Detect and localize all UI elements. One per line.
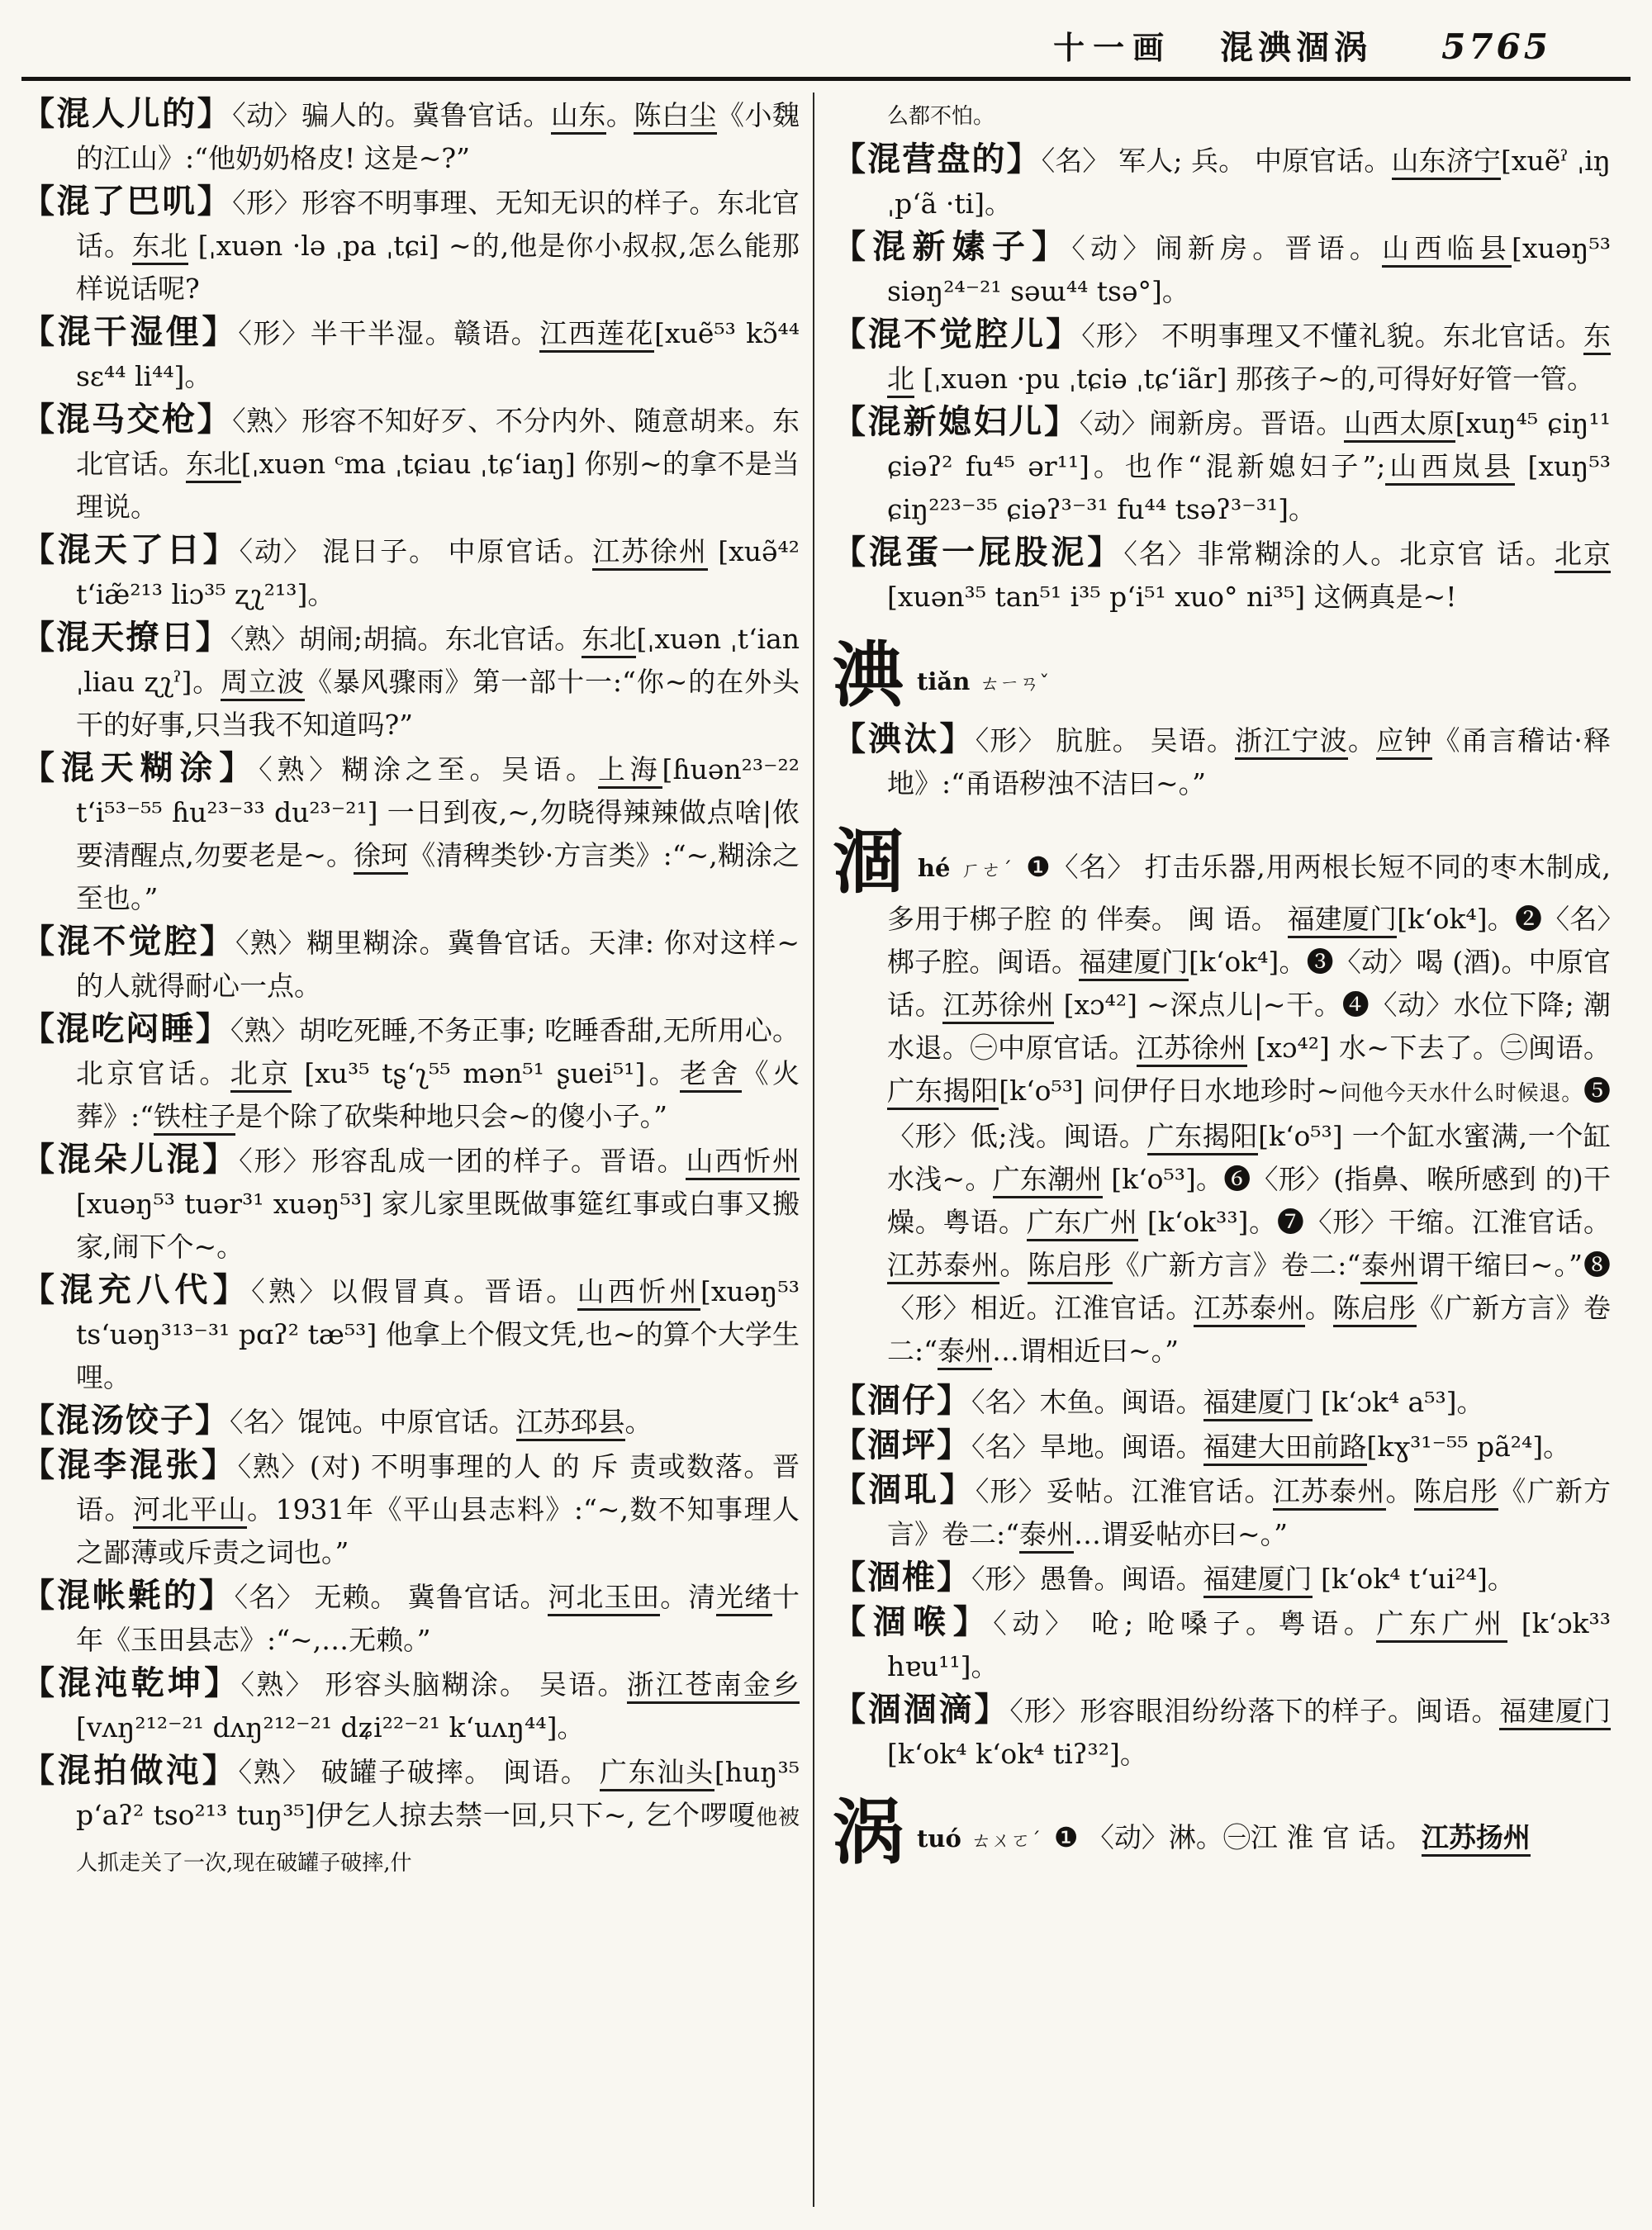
small-gloss: 问他今天水什么时候退。 — [1339, 1081, 1584, 1106]
underlined-name: 泰州 — [1360, 1249, 1417, 1284]
entry-headword: 【混天糊涂】 — [21, 748, 259, 787]
definition-text: 〈名〉旱地。闽语。 — [971, 1431, 1203, 1463]
underlined-name: 上海 — [598, 753, 662, 789]
dictionary-entry — [833, 401, 1611, 531]
entry-headword: 【混了巴叽】 — [21, 182, 233, 221]
dictionary-entry — [21, 1444, 800, 1574]
dictionary-entry — [833, 1601, 1611, 1688]
head-character: 涸 — [833, 820, 904, 904]
entry-headword: 【混新媳妇儿】 — [833, 402, 1080, 441]
definition-text: 〈动〉 呛; 呛嗓子。粤语。 — [993, 1607, 1377, 1639]
page-header — [21, 15, 1631, 77]
underlined-name: 福建厦门 — [1499, 1695, 1611, 1730]
underlined-name: 广东汕头 — [600, 1756, 714, 1791]
definition-text: 〈形〉愚鲁。闽语。 — [971, 1563, 1203, 1595]
underlined-name: 山西忻州 — [686, 1145, 800, 1180]
definition-text: [xɔ⁴²] 水~下去了。㊁闽语。 — [1246, 1032, 1612, 1064]
dictionary-entry — [21, 529, 800, 616]
dictionary-entry — [21, 398, 800, 529]
dictionary-entry — [21, 93, 800, 180]
definition-text: 〈熟〉 破罐子破摔。 闽语。 — [238, 1756, 600, 1788]
underlined-name: 福建厦门 — [1288, 903, 1398, 938]
underlined-name: 东北 — [186, 448, 241, 483]
underlined-name: 陈启彤 — [1414, 1475, 1499, 1511]
underlined-name: 江苏邳县 — [516, 1406, 625, 1441]
definition-text: 十年《玉田县志》:“~,…无赖。” — [76, 1581, 800, 1656]
dictionary-entry — [21, 180, 800, 311]
entry-headword: 【涸坪】 — [833, 1426, 971, 1464]
definition-text: [kʻok⁴ kʻok⁴ tiʔ³²]。 — [887, 1738, 1147, 1770]
underlined-name: 浙江宁波 — [1235, 724, 1348, 760]
definition-text: [xuən³⁵ tan⁵¹ i³⁵ pʻi⁵¹ xuo° ni³⁵] 这俩真是~! — [887, 581, 1457, 613]
definition-text: [ˌxuən ·lə ˌpa ˌtɕi] ~的,他是你小叔叔,怎么能那样说话呢? — [76, 230, 800, 305]
entry-headword: 【混天撩日】 — [21, 618, 230, 657]
definition-text: 〈动〉骗人的。冀鲁官话。 — [232, 99, 551, 131]
dictionary-entry — [833, 1688, 1611, 1776]
underlined-name: 陈白尘 — [634, 99, 717, 135]
underlined-name: 江苏徐州 — [942, 989, 1054, 1024]
definition-text: 〈名〉 军人; 兵。 中原官话。 — [1041, 145, 1392, 177]
definition-text: 。 — [1304, 1292, 1333, 1324]
definition-text: [huŋ³⁵ pʻaʔ² tso²¹³ tuŋ³⁵]伊乞人掠去禁一回,只下~, 乞个啰嗄 — [76, 1756, 800, 1831]
zhuyin-reading: ㄊㄨㄛˊ — [971, 1829, 1041, 1852]
pinyin-reading: tuó — [917, 1824, 961, 1853]
underlined-name: 应钟 — [1376, 724, 1432, 760]
entry-headword: 【涸喉】 — [833, 1602, 994, 1641]
dictionary-entry — [21, 1269, 800, 1399]
underlined-name: 山东 — [551, 99, 606, 135]
dictionary-entry — [21, 747, 800, 920]
underlined-name: 陈启彤 — [1028, 1249, 1112, 1284]
definition-text: 《暴风骤雨》第一部十一:“你~的在外头干的好事,只当我不知道吗?” — [76, 666, 800, 741]
entry-headword: 【混营盘的】 — [833, 140, 1042, 178]
definition-text: 。 — [605, 99, 634, 131]
definition-text: [xuəŋ⁵³ tsʻuəŋ³¹³⁻³¹ pɑʔ² tæ⁵³] 他拿上个假文凭,也~的算个大学生哩。 — [76, 1275, 800, 1393]
underlined-name: 北京 — [1555, 538, 1611, 573]
definition-text: [ˌxuən ˌtʻian ˌliau ʐʅˀ]。 — [76, 623, 800, 698]
entry-headword: 【混人儿的】 — [21, 94, 233, 133]
dictionary-entry — [21, 1749, 800, 1885]
dictionary-entry — [833, 225, 1611, 313]
definition-text: [kɣ³¹⁻⁵⁵ pã²⁴]。 — [1366, 1431, 1571, 1463]
definition-text: 〈名〉 无赖。 冀鲁官话。 — [234, 1581, 548, 1613]
definition-text: [kʻɔk³³ hɐu¹¹]。 — [887, 1607, 1612, 1682]
entry-headword: 【混充八代】 — [21, 1270, 252, 1309]
dictionary-entry — [833, 531, 1611, 619]
definition-text: ❺〈形〉低;浅。闽语。 — [887, 1075, 1612, 1152]
definition-text: 〈形〉形容眼泪纷纷落下的样子。闽语。 — [1009, 1695, 1500, 1727]
underlined-name: 江苏扬州 — [1422, 1821, 1531, 1857]
dictionary-entry — [21, 1138, 800, 1269]
header-characters: 混淟涸涡 — [1220, 28, 1373, 67]
dictionary-entry — [21, 1399, 800, 1444]
definition-text: 。清 — [660, 1581, 717, 1613]
definition-text: [ˌxuən ᶜma ˌtɕiau ˌtɕʻiaŋ] 你别~的拿不是当理说。 — [76, 448, 800, 523]
entry-headword: 【涸仔】 — [833, 1381, 971, 1420]
underlined-name: 山西忻州 — [577, 1275, 700, 1311]
definition-text: 〈动〉闹新房。晋语。 — [1071, 232, 1383, 264]
definition-text: [xuẽˀ ˌiŋ ˌpʻã ·ti]。 — [887, 145, 1612, 220]
underlined-name: 广东揭阳 — [1147, 1120, 1259, 1155]
underlined-name: 徐珂 — [354, 839, 408, 875]
definition-text: 〈熟〉胡闹;胡搞。东北官话。 — [230, 623, 582, 655]
definition-text: [kʻok⁴ tʻui²⁴]。 — [1312, 1563, 1515, 1595]
entry-headword: 【混李混张】 — [21, 1445, 238, 1484]
underlined-name: 江苏徐州 — [1137, 1032, 1247, 1067]
entry-headword: 【涸涸滴】 — [833, 1690, 1010, 1729]
dictionary-entry — [833, 1556, 1611, 1601]
definition-text: 〈熟〉糊里糊涂。冀鲁官话。天津: 你对这样~的人就得耐心一点。 — [76, 927, 800, 1002]
entry-headword: 【涸椎】 — [833, 1558, 971, 1597]
underlined-name: 福建厦门 — [1203, 1386, 1313, 1421]
entry-headword: 【混不觉腔儿】 — [833, 315, 1082, 353]
definition-text: [ɦuən²³⁻²² tʻi⁵³⁻⁵⁵ ɦu²³⁻³³ du²³⁻²¹] 一日到夜,~,勿晓得辣辣做点啥|侬要清醒点,勿要老是~。 — [76, 753, 800, 871]
underlined-name: 广东广州 — [1027, 1206, 1138, 1241]
continuation-text — [833, 93, 1611, 138]
dictionary-entry — [833, 138, 1611, 225]
definition-text: [xuẽ⁵³ kɔ̃⁴⁴ sɛ⁴⁴ li⁴⁴]。 — [76, 317, 800, 392]
underlined-name: 东北 — [887, 320, 1611, 398]
definition-text: [kʻo⁵³]。❻〈形〉(指鼻、喉所感到 的)干燥。粤语。 — [887, 1163, 1612, 1238]
dictionary-entry — [21, 1574, 800, 1662]
head-character: 涡 — [833, 1791, 904, 1874]
definition-text: [ˌxuən ·pu ˌtɕiə ˌtɕʻiãr] 那孩子~的,可得好好管一管。 — [914, 363, 1595, 395]
definition-text: 《清稗类钞·方言类》:“~,糊涂之至也。” — [76, 839, 800, 914]
dictionary-entry — [21, 1662, 800, 1749]
entry-headword: 【混蛋一屁股泥】 — [833, 533, 1124, 572]
entry-headword: 【涸耴】 — [833, 1470, 976, 1509]
definition-text: 。 — [999, 1249, 1028, 1281]
definition-text: 《小魏的江山》:“他奶奶格皮! 这是~?” — [76, 99, 800, 174]
definition-text: ❶〈名〉 打击乐器,用两根长短不同的枣木制成,多用于梆子腔 的 伴奏。 闽 语。 — [887, 851, 1612, 935]
dictionary-entry — [833, 1379, 1611, 1424]
small-gloss: 么都不怕。 — [887, 104, 995, 129]
definition-text: 〈形〉 肮脏。 吴语。 — [975, 724, 1236, 757]
definition-text: [kʻo⁵³] 一个缸水蜜满,一个缸水浅~。 — [887, 1120, 1612, 1195]
head-character-entry — [833, 633, 1611, 717]
definition-text: 是个除了砍柴种地只会~的傻小子。” — [235, 1100, 668, 1132]
underlined-name: 广东潮州 — [993, 1163, 1103, 1198]
definition-text: 。 — [1385, 1475, 1414, 1507]
definition-text: 〈形〉妥帖。江淮官话。 — [975, 1475, 1273, 1507]
zhuyin-reading: ㄊㄧㄢˇ — [980, 671, 1050, 695]
dictionary-entry — [21, 311, 800, 398]
underlined-name: 山西岚县 — [1385, 450, 1515, 486]
zhuyin-reading: ㄏㄜˊ — [960, 858, 1014, 881]
underlined-name: 泰州 — [938, 1335, 992, 1370]
definition-text: 〈名〉馄饨。中原官话。 — [230, 1406, 516, 1438]
stroke-count-section: 十一画 — [1053, 29, 1173, 66]
entry-headword: 【混拍做沌】 — [21, 1751, 239, 1790]
definition-text: [kʻo⁵³] 问伊仔日水地珍时~ — [999, 1075, 1340, 1107]
definition-text: [kʻok⁴]。❷〈名〉梆子腔。闽语。 — [887, 903, 1611, 978]
pinyin-reading: tiǎn — [917, 667, 971, 695]
dictionary-entry — [833, 1468, 1611, 1556]
dictionary-entry — [833, 718, 1611, 805]
definition-text: 《广新方言》卷二:“ — [1112, 1249, 1361, 1281]
small-gloss: 他被人抓走关了一次,现在破罐子破摔,什 — [76, 1805, 800, 1876]
underlined-name: 铁柱子 — [154, 1100, 235, 1136]
definition-text: [xɔ⁴²] ~深点儿|~干。❹〈动〉水位下降; 潮水退。㊀中原官话。 — [887, 989, 1612, 1064]
entry-headword: 【混天了日】 — [21, 530, 240, 569]
underlined-name: 福建厦门 — [1203, 1563, 1313, 1598]
underlined-name: 福建厦门 — [1079, 946, 1189, 981]
definition-text: 〈熟〉 形容头脑糊涂。 吴语。 — [240, 1668, 627, 1701]
head-character: 淟 — [833, 633, 904, 717]
underlined-name: 光绪 — [716, 1581, 772, 1616]
entry-headword: 【混汤饺子】 — [21, 1401, 230, 1440]
definition-text: 〈名〉木鱼。闽语。 — [971, 1386, 1203, 1418]
underlined-name: 泰州 — [1019, 1518, 1074, 1554]
underlined-name: 老舍 — [680, 1057, 742, 1093]
definition-text: …谓相近曰~。” — [992, 1335, 1180, 1367]
underlined-name: 山东济宁 — [1392, 145, 1501, 180]
definition-text: 《火葬》:“ — [76, 1057, 800, 1132]
right-column — [814, 93, 1611, 2207]
left-column — [21, 93, 813, 2207]
entry-headword: 【混新嫊子】 — [833, 227, 1072, 266]
underlined-name: 广东揭阳 — [887, 1075, 999, 1110]
definition-text: 〈动〉 混日子。 中原官话。 — [239, 535, 593, 567]
definition-text: [xuŋ⁴⁵ ɕiŋ¹¹ ɕiəʔ² fu⁴⁵ ər¹¹]。也作“混新媳妇子”; — [887, 407, 1612, 482]
definition-text: [xu³⁵ tʂʻʅ⁵⁵ mən⁵¹ ʂuei⁵¹]。 — [292, 1057, 680, 1089]
head-character-entry — [833, 1791, 1611, 1874]
entry-headword: 【混沌乾坤】 — [21, 1663, 241, 1702]
definition-text: [kʻok³³]。❼〈形〉干缩。江淮官话。 — [1137, 1206, 1611, 1238]
definition-text: 〈名〉非常糊涂的人。北京官 话。 — [1123, 538, 1555, 570]
definition-text: 〈动〉闹新房。晋语。 — [1079, 407, 1344, 439]
definition-text: 。1931年《平山县志料》:“~,数不知事理人之鄙薄或斥责之词也。” — [76, 1493, 800, 1568]
dictionary-entry — [833, 313, 1611, 401]
text-columns — [21, 93, 1631, 2207]
dictionary-entry — [833, 1424, 1611, 1468]
definition-text: 《广新方言》卷二:“ — [887, 1292, 1612, 1367]
definition-text: 谓干缩曰~。”❽〈形〉相近。江淮官话。 — [887, 1249, 1612, 1324]
definition-text: 〈熟〉形容不知好歹、不分内外、随意胡来。东北官话。 — [76, 405, 800, 480]
underlined-name: 江西莲花 — [539, 317, 654, 353]
definition-text: 。 — [624, 1406, 653, 1438]
entry-headword: 【淟汰】 — [833, 719, 976, 758]
underlined-name: 江苏徐州 — [592, 535, 708, 571]
definition-text: [xuəŋ⁵³ tuər³¹ xuəŋ⁵³] 家儿家里既做事筵红事或白事又搬家,闹下个~。 — [76, 1188, 800, 1263]
underlined-name: 江苏泰州 — [1194, 1292, 1305, 1327]
underlined-name: 周立波 — [221, 666, 305, 701]
definition-text: [xuŋ⁵³ ɕiŋ²²³⁻³⁵ ɕiəʔ³⁻³¹ fu⁴⁴ tsəʔ³⁻³¹]。 — [887, 450, 1611, 525]
dictionary-entry — [21, 1008, 800, 1138]
header-rule — [21, 77, 1631, 81]
underlined-name: 福建大田前路 — [1203, 1431, 1367, 1466]
dictionary-entry — [21, 920, 800, 1008]
definition-text: 〈形〉形容不明事理、无知无识的样子。东北官话。 — [76, 187, 800, 262]
dictionary-entry — [21, 616, 800, 747]
pinyin-reading: hé — [917, 854, 951, 882]
underlined-name: 浙江苍南金乡 — [627, 1668, 800, 1704]
underlined-name: 山西太原 — [1344, 407, 1455, 443]
definition-text: 〈形〉半干半湿。赣语。 — [238, 317, 540, 349]
entry-headword: 【混干湿俚】 — [21, 312, 239, 351]
entry-headword: 【混不觉腔】 — [21, 922, 235, 961]
underlined-name: 河北玉田 — [548, 1581, 660, 1616]
definition-text: 〈熟〉以假冒真。晋语。 — [251, 1275, 577, 1307]
underlined-name: 山西临县 — [1382, 232, 1512, 268]
definition-text: 《甬言稽诂·释地》:“甬语秽浊不洁曰~。” — [887, 724, 1612, 799]
definition-text: [kʻok⁴]。❸〈动〉喝 (酒)。中原官话。 — [887, 946, 1612, 1021]
definition-text: 〈形〉 不明事理又不懂礼貌。东北官话。 — [1081, 320, 1584, 352]
head-character-entry — [833, 820, 1612, 1373]
underlined-name: 东北 — [582, 623, 636, 658]
underlined-name: 北京 — [230, 1057, 292, 1093]
underlined-name: 陈启彤 — [1333, 1292, 1417, 1327]
definition-text: [kʻɔk⁴ a⁵³]。 — [1312, 1386, 1484, 1418]
definition-text: 〈熟〉糊涂之至。吴语。 — [259, 753, 598, 785]
definition-text: [vʌŋ²¹²⁻²¹ dʌŋ²¹²⁻²¹ dʑi²²⁻²¹ kʻuʌŋ⁴⁴]。 — [76, 1711, 585, 1744]
underlined-name: 广东广州 — [1376, 1607, 1507, 1643]
definition-text: 〈形〉形容乱成一团的样子。晋语。 — [239, 1145, 686, 1177]
definition-text: ❶ 〈动〉淋。㊀江 淮 官 话。 — [1053, 1821, 1422, 1853]
definition-text: [xuəŋ⁵³ siəŋ²⁴⁻²¹ səɯ⁴⁴ tsə°]。 — [887, 232, 1612, 307]
entry-headword: 【混吃闷睡】 — [21, 1009, 230, 1048]
definition-text: 〈熟〉(对) 不明事理的人 的 斥 责或数落。晋语。 — [76, 1450, 800, 1525]
underlined-name: 河北平山 — [133, 1493, 247, 1529]
underlined-name: 江苏泰州 — [1273, 1475, 1386, 1511]
definition-text: 《广新方言》卷二:“ — [887, 1475, 1612, 1550]
entry-headword: 【混朵儿混】 — [21, 1140, 240, 1179]
entry-headword: 【混帐氉的】 — [21, 1576, 235, 1615]
definition-text: 〈熟〉胡吃死睡,不务正事; 吃睡香甜,无所用心。北京官话。 — [76, 1014, 800, 1089]
page-number: 5765 — [1441, 26, 1551, 67]
underlined-name: 东北 — [132, 230, 188, 265]
entry-headword: 【混马交枪】 — [21, 400, 233, 439]
underlined-name: 江苏泰州 — [887, 1249, 999, 1284]
definition-text: [xuə̃⁴² tʻiæ̃²¹³ liɔ³⁵ ʐʅ²¹³]。 — [76, 535, 800, 610]
definition-text: …谓妥帖亦曰~。” — [1074, 1518, 1289, 1550]
definition-text: 。 — [1347, 724, 1377, 757]
